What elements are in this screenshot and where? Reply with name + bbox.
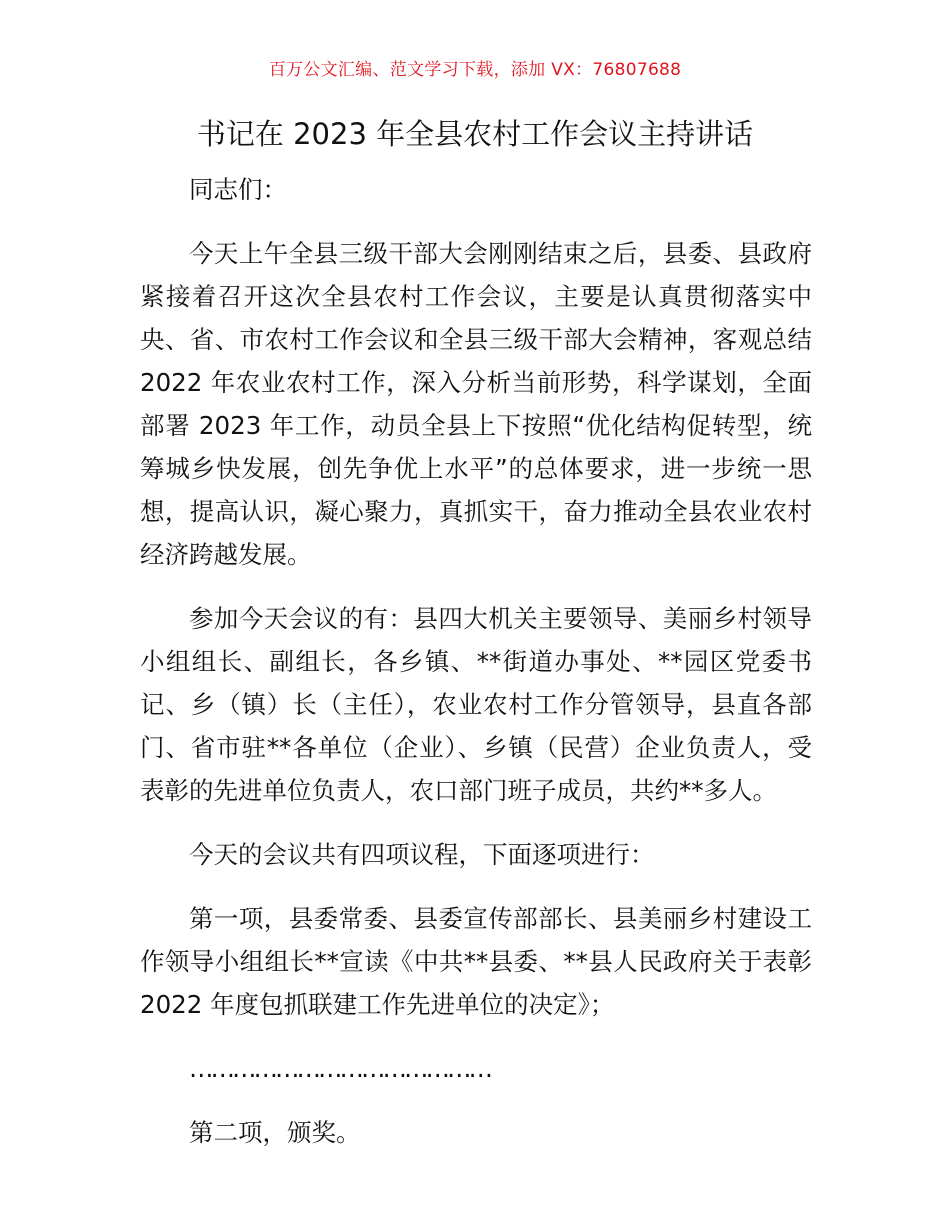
paragraph-agenda-item-2: 第二项，颁奖。 — [189, 1118, 361, 1147]
paragraph-attendees: 参加今天会议的有：县四大机关主要领导、美丽乡村领导小组组长、副组长，各乡镇、**街道办事处、**园区党委书记、乡（镇）长（主任），农业农村工作分管领导，县直各部门、省市驻**各单位（企业）、乡镇（民营）企业负责人，受表彰的先进单位负责人，农口部门班子成员，共约**多人。 — [140, 604, 812, 805]
document-body — [140, 168, 812, 1154]
salutation: 同志们： — [189, 175, 287, 204]
watermark-banner: 百万公文汇编、范文学习下载，添加 VX：76807688 — [268, 60, 682, 80]
ellipsis-separator: …………………………………… — [189, 1054, 490, 1083]
paragraph-opening: 今天上午全县三级干部大会刚刚结束之后，县委、县政府紧接着召开这次全县农村工作会议，主要是认真贯彻落实中央、省、市农村工作会议和全县三级干部大会精神，客观总结 2022 年农业农村工作，深入分析当前形势，科学谋划，全面部署 2023 年工作，动员全县上下按照“优化结构促转型，统筹城乡快发展，创先争优上水平”的总体要求，进一步统一思想，提高认识，凝心聚力，真抓实干，奋力推动全县农业农村经济跨越发展。 — [140, 239, 812, 569]
paragraph-agenda-intro: 今天的会议共有四项议程，下面逐项进行： — [189, 840, 655, 869]
document-title: 书记在 2023 年全县农村工作会议主持讲话 — [196, 117, 754, 151]
paragraph-agenda-item-1: 第一项，县委常委、县委宣传部部长、县美丽乡村建设工作领导小组组长**宣读《中共**县委、**县人民政府关于表彰 2022 年度包抓联建工作先进单位的决定》； — [140, 904, 812, 1019]
